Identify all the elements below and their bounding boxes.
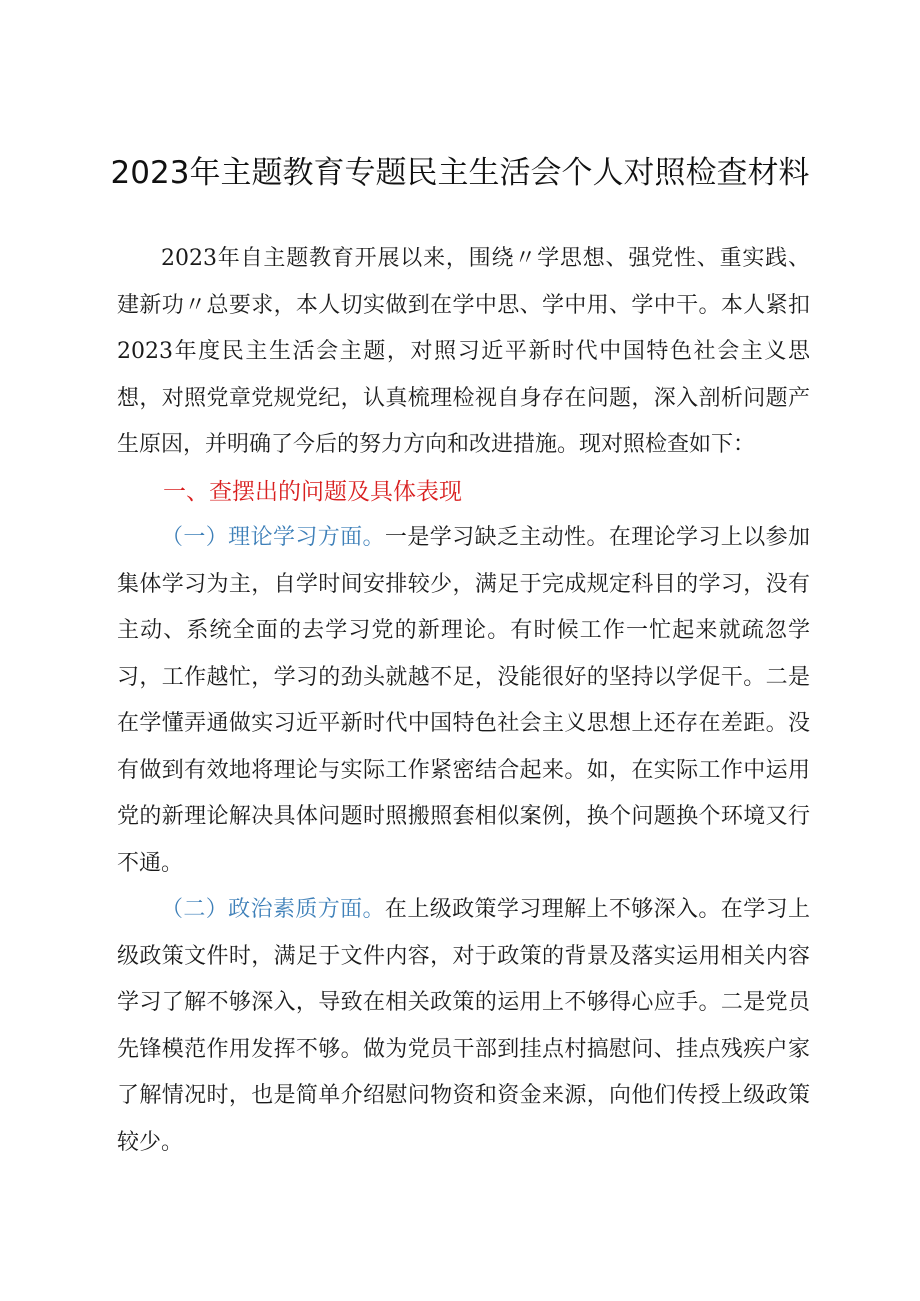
document-title: 2023年主题教育专题民主生活会个人对照检查材料 xyxy=(110,155,810,191)
paragraph-political-quality-text: 在上级政策学习理解上不够深入。在学习上级政策文件时，满足于文件内容，对于政策的背景及落实运用相关内容学习了解不够深入，导致在相关政策的运用上不够得心应手。二是党员先锋模范作用发挥不够。做为党员干部到挂点村搞慰问、挂点残疾户家了解情况时，也是简单介绍慰问物资和资金来源，向他们传授上级政策较少。 xyxy=(117,897,810,1155)
subheading-political-quality: （二）政治素质方面。 xyxy=(161,897,385,922)
intro-paragraph: 2023年自主题教育开展以来，围绕〃学思想、强党性、重实践、建新功〃总要求，本人切实做到在学中思、学中用、学中干。本人紧扣2023年度民主生活会主题，对照习近平新时代中国特色社会主义思想，对照党章党规党纪，认真梳理检视自身存在问题，深入剖析问题产生原因，并明确了今后的努力方向和改进措施。现对照检查如下： xyxy=(117,246,810,457)
document-body xyxy=(117,236,810,1166)
paragraph-political-quality xyxy=(117,887,810,1166)
paragraph-theory-study-text: 一是学习缺乏主动性。在理论学习上以参加集体学习为主，自学时间安排较少，满足于完成规定科目的学习，没有主动、系统全面的去学习党的新理论。有时候工作一忙起来就疏忽学习，工作越忙，学习的劲头就越不足，没能很好的坚持以学促干。二是在学懂弄通做实习近平新时代中国特色社会主义思想上还存在差距。没有做到有效地将理论与实际工作紧密结合起来。如，在实际工作中运用党的新理论解决具体问题时照搬照套相似案例，换个问题换个环境又行不通。 xyxy=(117,525,810,876)
section-heading-problems: 一、查摆出的问题及具体表现 xyxy=(163,478,462,505)
subheading-theory-study: （一）理论学习方面。 xyxy=(161,525,385,550)
paragraph-theory-study xyxy=(117,515,810,887)
